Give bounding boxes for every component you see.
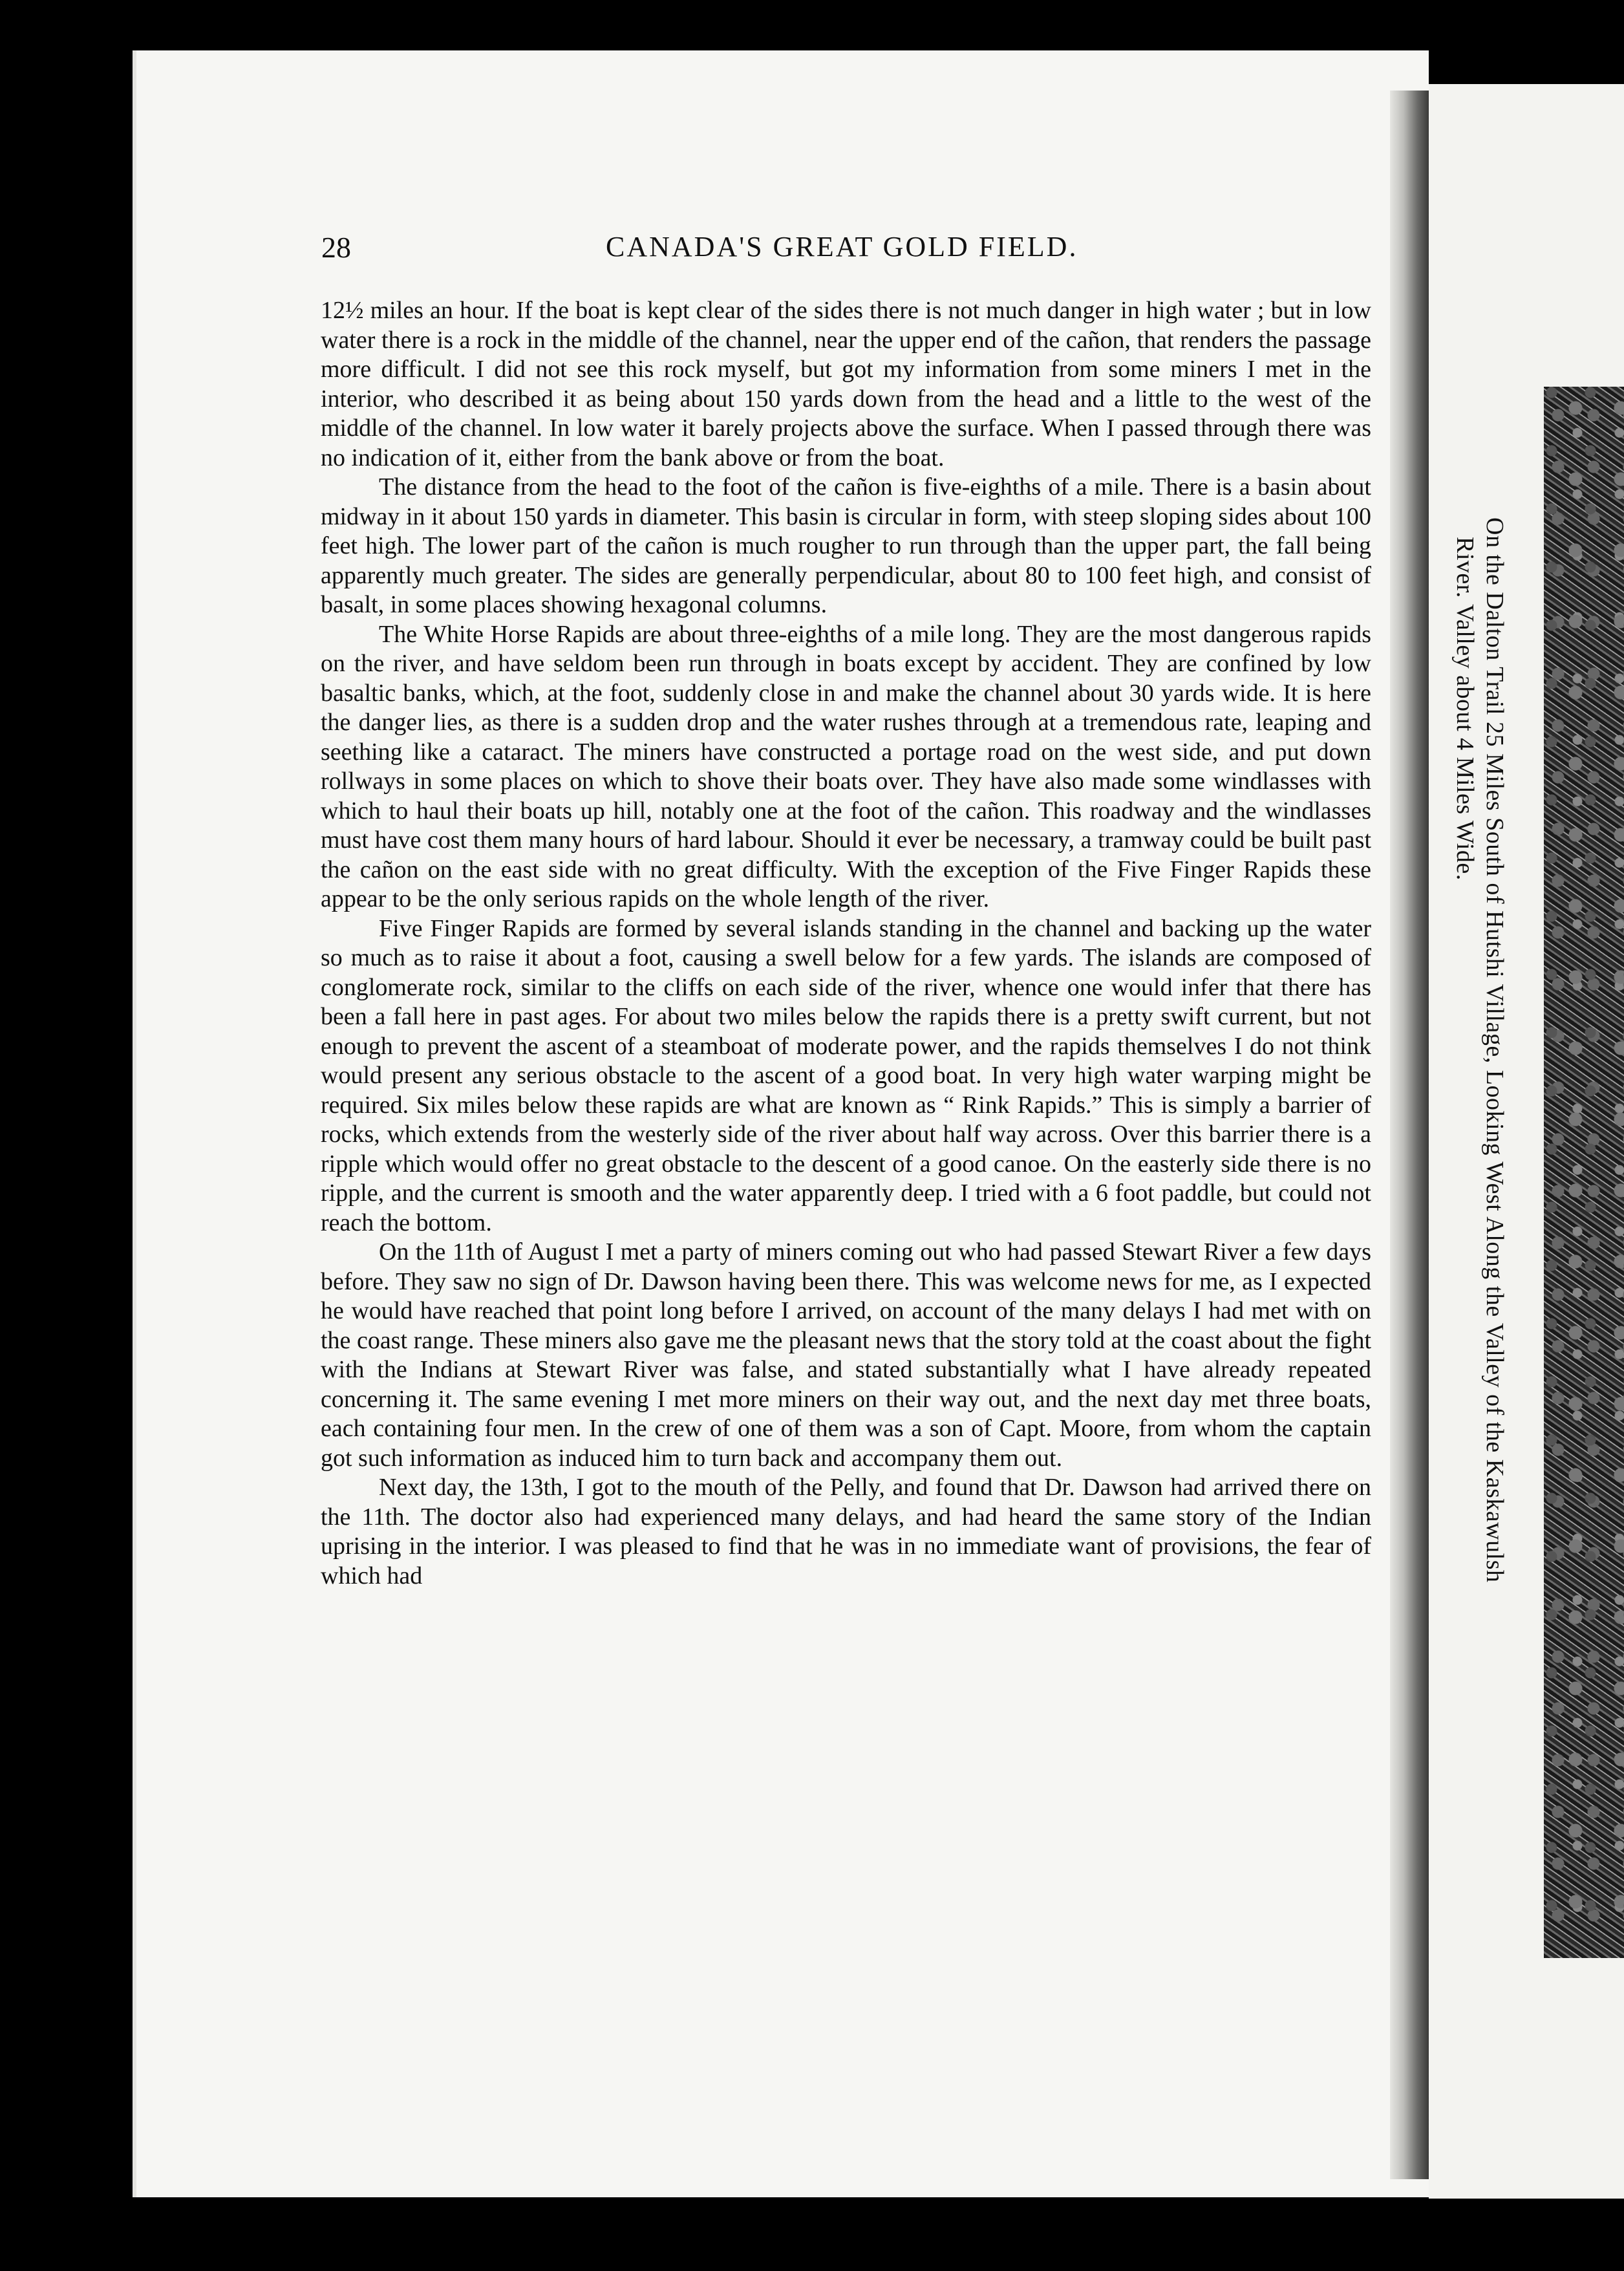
paragraph: The distance from the head to the foot of the cañon is five-eighths of a mile. There is a basin about midway in it about 150 yards in diameter. This basin is circular in form, with steep sloping sides about 100 feet high. The lower part of the cañon is much rougher to run through than the upper part, the fall being apparently much greater. The sides are generally perpendicular, about 80 to 100 feet high, and consist of basalt, in some places showing hexagonal columns. — [321, 473, 1371, 618]
page-fold-shadow — [1390, 91, 1429, 2179]
paragraph: The White Horse Rapids are about three-eighths of a mile long. They are the most dangerous rapids on the river, and have seldom been run through in boats except by accident. They are confined by low basaltic banks, which, at the foot, suddenly close in and make the channel about 30 yards wide. It is here the danger lies, as there is a sudden drop and the water rushes through at a tremendous rate, leaping and seething like a cataract. The miners have constructed a portage road on the west side, and put down rollways in some places on which to shove their boats over. They have also made some windlasses with which to haul their boats up hill, notably one at the foot of the cañon. This roadway and the windlasses must have cost them many hours of hard labour. Should it ever be necessary, a tramway could be built past the cañon on the east side with no great difficulty. With the exception of the Five Finger Rapids these appear to be the only serious rapids on the whole length of the river. — [321, 620, 1371, 912]
running-head — [321, 230, 1420, 269]
caption-line-2: River. Valley about 4 Miles Wide. — [1451, 537, 1479, 881]
paragraph: Next day, the 13th, I got to the mouth of the Pelly, and found that Dr. Dawson had arrived there on the 11th. The doctor also had experienced many delays, and had heard the same story of the Indian uprising in the interior. I was pleased to find that he was in no immediate want of provisions, the fear of which had — [321, 1474, 1371, 1589]
caption-line-1: On the Dalton Trail 25 Miles South of Hutshi Village, Looking West Along the Valley of the Kaskawulsh — [1481, 517, 1508, 1583]
body-text — [321, 296, 1371, 1591]
running-title: CANADA'S GREAT GOLD FIELD. — [606, 231, 1078, 263]
page-number: 28 — [321, 231, 351, 264]
paragraph: 12½ miles an hour. If the boat is kept clear of the sides there is not much danger in high water ; but in low water there is a rock in the middle of the channel, near the upper end of the cañon, that renders the passage more difficult. I did not see this rock myself, but got my information from some miners I met in the interior, who described it as being about 150 yards down from the head and a little to the west of the middle of the channel. In low water it barely projects above the surface. When I passed through there was no indication of it, either from the bank above or from the boat. — [321, 297, 1371, 471]
landscape-photograph — [1544, 387, 1624, 1958]
paragraph: Five Finger Rapids are formed by several islands standing in the channel and backing up the water so much as to raise it about a foot, causing a swell below for a few yards. The islands are composed of conglomerate rock, similar to the cliffs on each side of the river, whence one would infer that there has been a fall here in past ages. For about two miles below the rapids there is a pretty swift current, but not enough to prevent the ascent of a steamboat of moderate power, and the rapids themselves I do not think would present any serious obstacle to the ascent of a good boat. In very high water warping might be required. Six miles below these rapids are what are known as “ Rink Rapids.” This is simply a barrier of rocks, which extends from the westerly side of the river about half way across. Over this barrier there is a ripple which would offer no great obstacle to the descent of a good canoe. On the easterly side there is no ripple, and the current is smooth and the water apparently deep. I tried with a 6 foot paddle, but could not reach the bottom. — [321, 914, 1371, 1236]
paragraph: On the 11th of August I met a party of miners coming out who had passed Stewart River a few days before. They saw no sign of Dr. Dawson having been there. This was welcome news for me, as I expected he would have reached that point long before I arrived, on account of the many delays I had met with on the coast range. These miners also gave me the pleasant news that the story told at the coast about the fight with the Indians at Stewart River was false, and stated substantially what I have already repeated concerning it. The same evening I met more miners on their way out, and the next day met three boats, each containing four men. In the crew of one of them was a son of Capt. Moore, from whom the captain got such information as induced him to turn back and accompany them out. — [321, 1238, 1371, 1472]
